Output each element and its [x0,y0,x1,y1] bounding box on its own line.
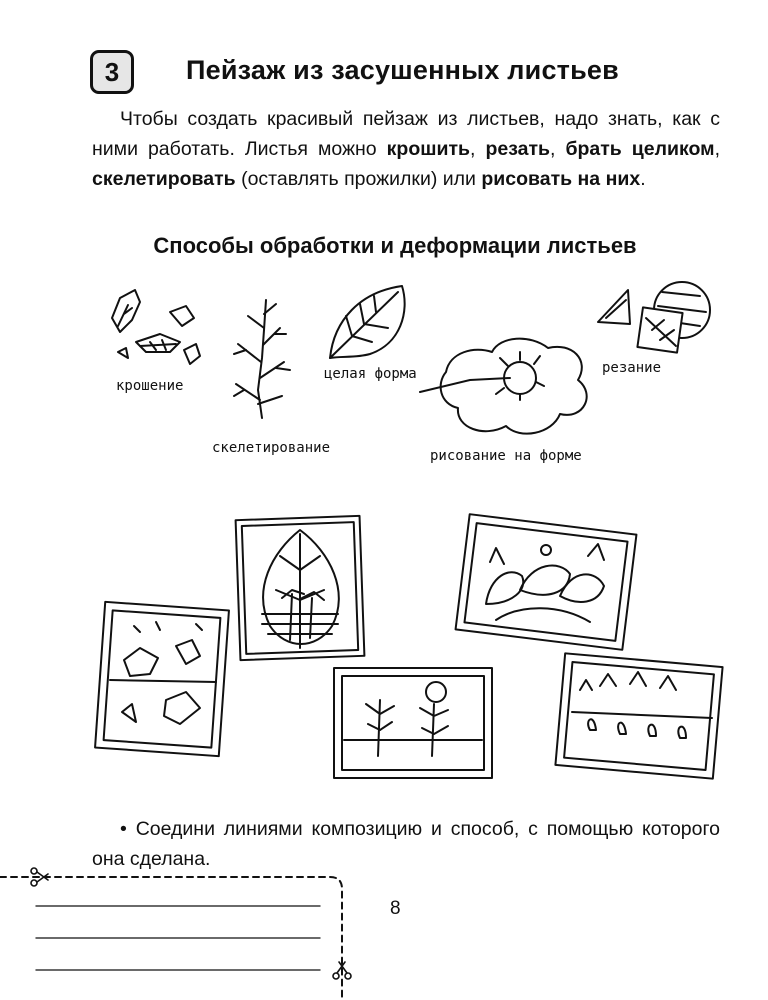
intro-text-2: , [470,138,486,160]
label-whole: целая форма [324,366,417,382]
intro-text-1: Чтобы создать красивый пейзаж из листьев, надо знать, как с ними работать. Листья можно [92,108,720,160]
composition-drawing-3 [95,602,229,756]
whole-leaf-drawing [330,286,405,358]
intro-bold-draw: рисовать на них [481,168,641,190]
task-text: Соедини линиями композицию и способ, с помощью которого она сделана. [92,818,721,870]
task-number: 3 [104,56,120,87]
label-drawing: рисование на форме [430,448,582,464]
skeleton-leaf-drawing [234,300,290,418]
intro-text-3: , [550,138,566,160]
composition-drawing-4 [334,668,492,778]
cut-leaves-drawing [598,282,710,353]
intro-bold-crumble: крошить [386,138,471,160]
intro-text-5: (оставлять прожилки) или [235,168,482,190]
drawn-leaf-drawing [420,339,587,434]
composition-drawing-5 [555,653,722,778]
section-subtitle: Способы обработки и деформации листьев [153,233,637,258]
intro-bold-skeleton: скелетировать [92,168,236,190]
label-cutting: резание [602,360,662,376]
task-paragraph [92,814,720,874]
page-number: 8 [390,898,401,919]
intro-text-4: , [714,138,721,160]
label-skeletonizing: скелетирование [212,440,331,456]
label-crumbling: крошение [116,378,184,394]
page-title: Пейзаж из засушенных листьев [186,55,619,85]
crumbled-leaves-drawing [112,290,200,364]
composition-drawing-2 [456,514,637,650]
intro-text-6: . [640,168,646,190]
intro-bold-cut: резать [485,138,551,160]
composition-drawing-1 [236,516,365,660]
bullet-icon: • [120,818,127,840]
cut-line [0,868,351,1000]
intro-bold-whole: брать целиком [565,138,715,160]
answer-lines [36,906,320,970]
